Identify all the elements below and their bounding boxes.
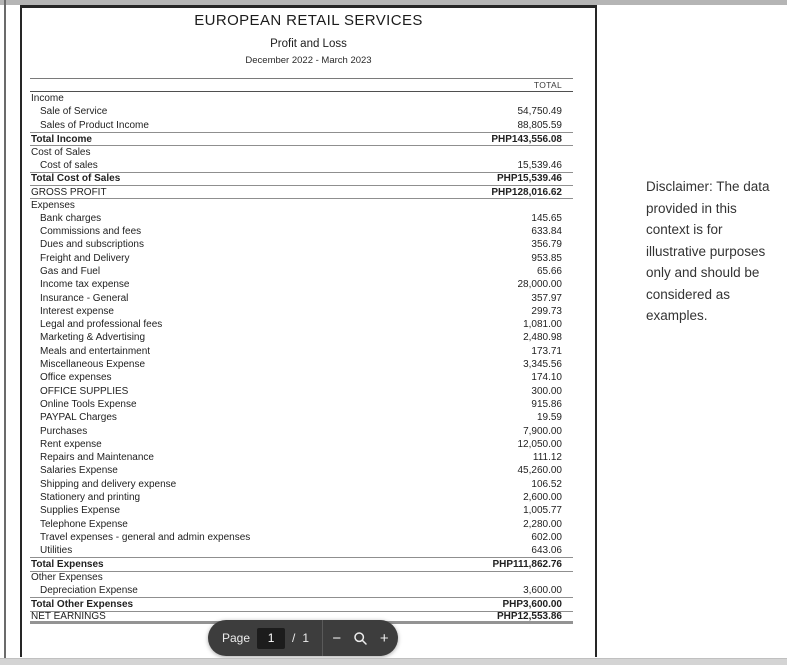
table-body [30,92,573,624]
row-value: 299.73 [531,305,562,317]
row-label: Rent expense [40,438,102,450]
row-value: 106.52 [531,478,562,490]
table-row [30,411,573,424]
table-row [30,119,573,132]
table-row [30,132,573,145]
table-row [30,172,573,185]
table-row [30,198,573,211]
row-label: Repairs and Maintenance [40,452,154,464]
table-row [30,398,573,411]
table-row [30,371,573,384]
table-row [30,478,573,491]
table-row [30,238,573,251]
magnifier-icon [353,631,368,646]
total-column-label: TOTAL [533,80,562,90]
window-bottom-strip [0,658,787,665]
row-value: 15,539.46 [517,159,562,171]
table-row [30,438,573,451]
row-label: Office expenses [40,372,112,384]
row-value: 65.66 [536,266,562,277]
row-value: 1,005.77 [523,505,562,517]
row-label: Meals and entertainment [40,345,151,357]
table-row [30,318,573,331]
table-row [30,358,573,371]
plus-icon: + [379,629,389,647]
row-value: 2,480.98 [523,332,562,344]
page-navigation-group [208,628,322,649]
row-value: 633.84 [531,226,562,238]
disclaimer-text: Disclaimer: The data provided in this context is for illustrative purposes only and should be considered as examples. [646,179,770,323]
report-table [30,78,573,624]
row-label: Cost of Sales [31,146,91,158]
row-value: 953.85 [531,252,562,264]
row-value: 602.00 [531,531,562,543]
table-row [30,265,573,278]
page-label: Page [222,631,251,645]
row-value: 643.06 [531,545,562,557]
pdf-page-toolbar [208,620,398,656]
table-row [30,145,573,158]
zoom-out-button[interactable] [327,628,347,648]
document-header [22,12,595,66]
report-title: Profit and Loss [270,38,347,50]
table-row [30,424,573,437]
row-value: PHP143,556.08 [491,133,562,145]
row-value: 357.97 [531,292,562,304]
table-row [30,584,573,597]
report-period: December 2022 - March 2023 [245,55,372,66]
table-row [30,557,573,570]
table-row [30,278,573,291]
row-label: Insurance - General [40,292,129,304]
table-row [30,518,573,531]
row-value: 915.86 [531,398,562,410]
row-value: 111.12 [532,452,562,464]
table-row [30,158,573,171]
row-label: Marketing & Advertising [40,332,146,344]
row-value: 12,050.00 [517,438,562,450]
company-name: EUROPEAN RETAIL SERVICES [194,12,423,29]
row-label: Expenses [31,200,75,212]
table-row [30,571,573,584]
zoom-button[interactable] [351,628,371,648]
table-column-header [30,78,573,92]
row-label: GROSS PROFIT [31,186,107,198]
row-label: Stationery and printing [40,492,141,504]
row-value: 3,345.56 [523,359,562,371]
row-label: Income tax expense [40,279,130,291]
row-value: 174.10 [531,372,562,384]
row-label: Freight and Delivery [40,252,130,264]
minus-icon: − [332,629,342,647]
row-value: PHP3,600.00 [502,598,562,610]
row-label: Dues and subscriptions [40,239,144,251]
table-row [30,464,573,477]
table-row [30,105,573,118]
row-value: 2,600.00 [523,492,562,504]
row-value: 45,260.00 [517,465,562,477]
row-label: Interest expense [40,305,114,317]
row-value: 28,000.00 [517,279,562,291]
row-label: Total Other Expenses [31,598,134,610]
row-label: Gas and Fuel [40,266,101,277]
row-label: PAYPAL Charges [40,412,117,424]
row-label: Miscellaneous Expense [40,359,146,371]
table-row [30,225,573,238]
row-value: PHP128,016.62 [491,186,562,198]
table-row [30,185,573,198]
page-count: 1 [302,631,310,645]
row-value: 7,900.00 [523,425,562,437]
row-label: Commissions and fees [40,226,142,238]
table-row [30,451,573,464]
table-row [30,531,573,544]
row-value: 356.79 [531,239,562,251]
table-row [30,491,573,504]
row-label: Utilities [40,545,73,557]
table-row [30,385,573,398]
table-row [30,305,573,318]
row-value: PHP111,862.76 [492,559,562,571]
row-label: Travel expenses - general and admin expenses [40,531,251,543]
row-label: Bank charges [40,212,102,224]
page-separator: / [292,631,296,645]
document-page [20,5,597,657]
table-row [30,212,573,225]
row-label: Telephone Expense [40,518,128,530]
row-value: 3,600.00 [523,585,562,597]
row-value: 173.71 [531,345,562,357]
table-row [30,544,573,557]
row-label: Total Cost of Sales [31,173,121,185]
row-label: Depreciation Expense [40,585,138,597]
row-label: Sale of Service [40,106,108,118]
row-label: Legal and professional fees [40,319,163,331]
row-label: Cost of sales [40,159,98,171]
row-label: Shipping and delivery expense [40,478,177,490]
row-label: Other Expenses [31,572,103,584]
table-row [30,345,573,358]
row-value: PHP12,553.86 [496,610,562,622]
row-label: Purchases [40,425,88,437]
row-label: Total Income [31,133,92,145]
row-label: NET EARNINGS [31,610,106,622]
row-label: Salaries Expense [40,465,118,477]
page-number-input[interactable] [257,628,285,649]
row-value: 2,280.00 [523,518,562,530]
window-left-edge [4,0,6,665]
table-row [30,291,573,304]
row-value: 88,805.59 [517,119,562,131]
row-value: 145.65 [531,212,562,224]
row-label: Income [31,93,64,105]
zoom-controls-group [323,628,398,648]
row-label: Online Tools Expense [40,398,137,410]
row-label: Total Expenses [31,559,104,571]
table-row [30,331,573,344]
table-row [30,92,573,105]
row-value: 19.59 [536,412,562,424]
row-label: Sales of Product Income [40,119,149,131]
row-label: OFFICE SUPPLIES [40,385,129,397]
table-row [30,252,573,265]
table-row [30,597,573,610]
table-row [30,504,573,517]
row-value: 54,750.49 [517,106,562,118]
row-value: 1,081.00 [523,319,562,331]
row-label: Supplies Expense [40,505,121,517]
row-value: 300.00 [531,385,562,397]
zoom-in-button[interactable] [374,628,394,648]
row-value: PHP15,539.46 [496,173,562,185]
